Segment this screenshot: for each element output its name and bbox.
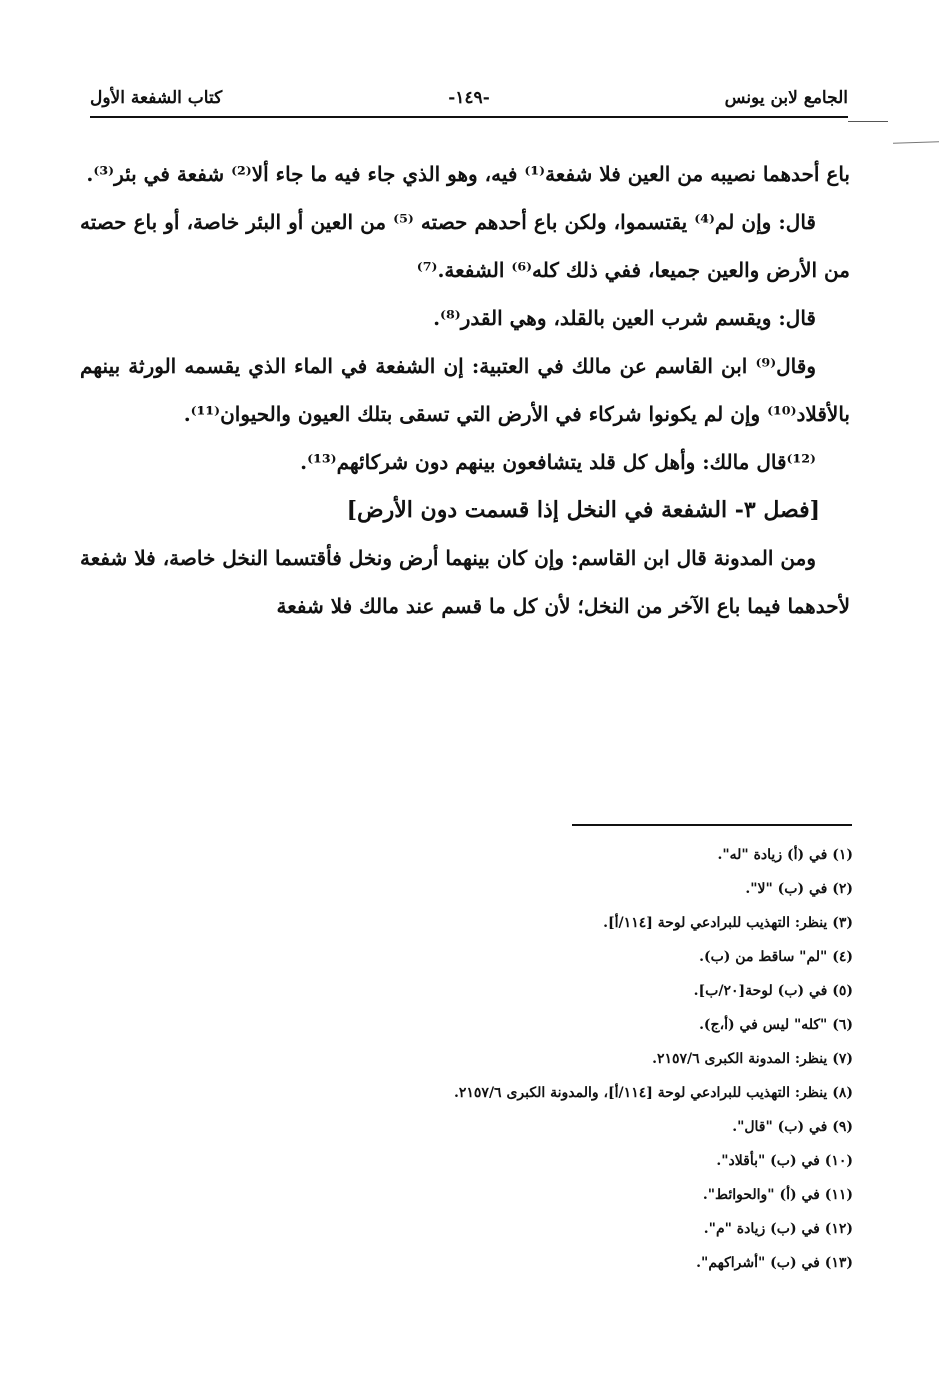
header-book-title: الجامع لابن يونس xyxy=(724,88,848,108)
page-number: -١٤٩- xyxy=(448,88,490,108)
paragraph: وقال⁽⁹⁾ ابن القاسم عن مالك في العتبية: إن الشفعة في الماء الذي يقسمه الورثة بينهم بالأقلاد⁽¹⁰⁾ وإن لم يكونوا شركاء في الأرض التي تسقى بتلك العيون والحيوان⁽¹¹⁾. xyxy=(80,354,850,426)
footnote: (٧) ينظر: المدونة الكبرى ٢١٥٧/٦. xyxy=(652,1051,853,1067)
footnote: (١٣) في (ب) "أشراكهم". xyxy=(696,1255,853,1271)
footnote: (١٢) في (ب) زيادة "م". xyxy=(703,1221,853,1237)
paragraph: ومن المدونة قال ابن القاسم: وإن كان بينهما أرض ونخل فأقتسما النخل خاصة، فلا شفعة لأحدهما فيما باع الآخر من النخل؛ لأن كل ما قسم عند مالك فلا شفعة xyxy=(80,546,850,618)
footnote: (٥) في (ب) لوحة[٢٠/ب]. xyxy=(693,983,853,999)
margin-mark xyxy=(893,141,939,144)
footnote-separator xyxy=(572,824,852,826)
footnote: (١١) في (أ) "والحوائط". xyxy=(702,1187,853,1203)
footnote: (٨) ينظر: التهذيب للبرادعي لوحة [١١٤/أ]، والمدونة الكبرى ٢١٥٧/٦. xyxy=(453,1085,853,1101)
paragraph: قال: وإن لم⁽⁴⁾ يقتسموا، ولكن باع أحدهم حصته ⁽⁵⁾ من العين أو البئر خاصة، أو باع حصته من الأرض والعين جميعا، ففي ذلك كله⁽⁶⁾ الشفعة.⁽⁷⁾ xyxy=(80,210,850,282)
paragraph: باع أحدهما نصيبه من العين فلا شفعة⁽¹⁾ فيه، وهو الذي جاء فيه ما جاء ألا⁽²⁾ شفعة في بئر⁽³⁾. xyxy=(86,162,850,186)
header-chapter-title: كتاب الشفعة الأول xyxy=(90,88,223,108)
footnote: (٩) في (ب) "قال". xyxy=(732,1119,853,1135)
footnote: (٦) "كله" ليس في (أ،ج). xyxy=(699,1017,853,1033)
header-rule xyxy=(90,116,848,118)
footnote: (٢) في (ب) "لا". xyxy=(745,881,853,897)
footnote: (٣) ينظر: التهذيب للبرادعي لوحة [١١٤/أ]. xyxy=(603,915,853,931)
running-header xyxy=(90,88,848,118)
footnote: (١) في (أ) زيادة "له". xyxy=(717,847,853,863)
paragraph: ⁽¹²⁾قال مالك: وأهل كل قلد يتشافعون بينهم دون شركائهم⁽¹³⁾. xyxy=(300,450,816,474)
footnote: (١٠) في (ب) "بأقلاد". xyxy=(716,1153,853,1169)
paragraph: قال: ويقسم شرب العين بالقلد، وهي القدر⁽⁸⁾. xyxy=(433,306,816,330)
footnotes xyxy=(93,838,853,1280)
section-heading: [فصل ٣- الشفعة في النخل إذا قسمت دون الأرض] xyxy=(346,497,820,523)
main-text xyxy=(80,150,850,630)
header-rule-extension xyxy=(848,121,888,122)
footnote: (٤) "لم" ساقط من (ب). xyxy=(699,949,853,965)
